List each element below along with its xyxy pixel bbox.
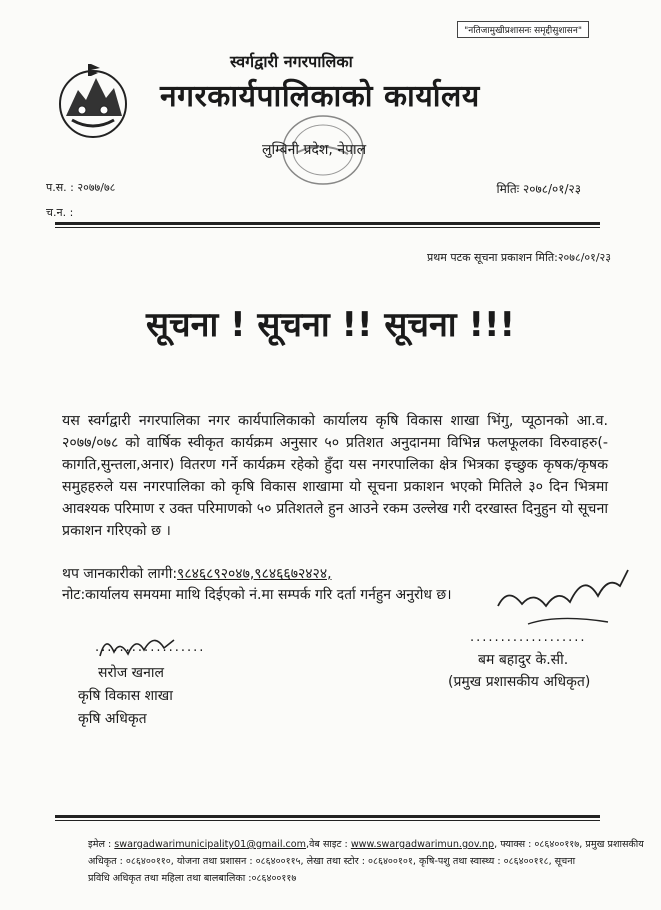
notice-body-text: यस स्वर्गद्वारी नगरपालिका नगर कार्यपालिकाको कार्यालय कृषि विकास शाखा भिंगु, प्यूठानको आ.व. २०७७/०७८ को वार्षिक स्वीकृत कार्यक्रम अनुसार ५० प्रतिशत अनुदानमा विभिन्न फलफूलका विरुवाहरु(-कागति,सुन्तला,अनार) वितरण गर्ने कार्यक्रम रहेको हुँदा यस नगरपालिका क्षेत्र भित्रका इच्छुक कृषक/कृषक समुहहरुले यस नगरपालिका को कृषि विकास शाखामा यो सूचना प्रकाशन भएको मितिले ३० दिन भित्रमा आवश्यक परिमाण र उक्त परिमाणको ५० प्रतिशतले हुन आउने रकम उल्लेख गरी दरखास्त दिनुहुन यो सूचना प्रकाशन गरिएको छ । — [62, 413, 608, 539]
office-title: नगरकार्यपालिकाको कार्यालय — [160, 79, 480, 114]
letter-date: मितिः २०७८/०१/२३ — [496, 182, 581, 196]
government-emblem-icon — [52, 60, 134, 142]
right-signatory-name: बम बहादुर के.सी. — [478, 652, 569, 668]
footer-divider — [55, 815, 600, 818]
footer-email-label: इमेल : — [88, 839, 112, 850]
left-signature-line: .................. — [95, 640, 206, 655]
footer-contacts — [88, 836, 648, 887]
contact-line — [62, 564, 332, 583]
left-signatory-name: सरोज खनाल — [98, 665, 164, 681]
office-address: लुम्बिनी प्रदेश, नेपाल — [262, 142, 367, 158]
footer-line-1-rest: , फ्याक्स : ०८६४००११७, प्रमुख प्रशासकीय — [494, 839, 644, 850]
footer-divider-thin — [55, 820, 600, 821]
contact-numbers: ९८४६८९२०४७,९८४६६७२४२४, — [177, 566, 332, 582]
motto-box: "नतिजामुखीप्रशासनः समृद्दीसुशासन" — [457, 21, 589, 38]
right-signature-line: ................... — [470, 630, 587, 645]
publication-date: प्रथम पटक सूचना प्रकाशन मिति:२०७८/०१/२३ — [426, 251, 611, 264]
header-divider-thin — [55, 227, 600, 228]
footer-line-1 — [88, 836, 648, 853]
header-divider — [55, 222, 600, 225]
letter-number: प.स. : २०७७/७८ — [46, 181, 116, 194]
contact-label: थप जानकारीको लागी: — [62, 566, 178, 582]
footer-email-link[interactable]: swargadwarimunicipality01@gmail.com — [114, 839, 307, 850]
footer-website-link[interactable]: www.swargadwarimun.gov.np — [350, 839, 495, 850]
note-line: नोट:कार्यालय समयमा माथि दिईएको नं.मा सम्पर्क गरि दर्ता गर्नहुन अनुरोध छ। — [62, 587, 452, 603]
left-signatory-department: कृषि विकास शाखा — [78, 688, 173, 704]
footer-line-2: अधिकृत : ०८६४००११०, योजना तथा प्रशासन : ०८६४००११५, लेखा तथा स्टोर : ०८६४००१०१, कृषि-पशु तथा स्वास्थ्य : ०८६४००११८, सूचना — [88, 856, 576, 867]
footer-line-3: प्रविधि अधिकृत तथा महिला तथा बालबालिका :०८६४००११७ — [88, 873, 297, 884]
notice-body — [62, 410, 608, 542]
right-signature-icon — [488, 566, 638, 638]
dispatch-number: च.न. : — [46, 206, 74, 219]
notice-heading: सूचना ! सूचना !! सूचना !!! — [146, 305, 515, 345]
left-signatory-post: कृषि अधिकृत — [78, 711, 147, 727]
municipality-name: स्वर्गद्वारी नगरपालिका — [230, 52, 353, 71]
right-signatory-post: (प्रमुख प्रशासकीय अधिकृत) — [448, 674, 591, 690]
footer-website-label: ,वेब साइट : — [306, 839, 348, 850]
